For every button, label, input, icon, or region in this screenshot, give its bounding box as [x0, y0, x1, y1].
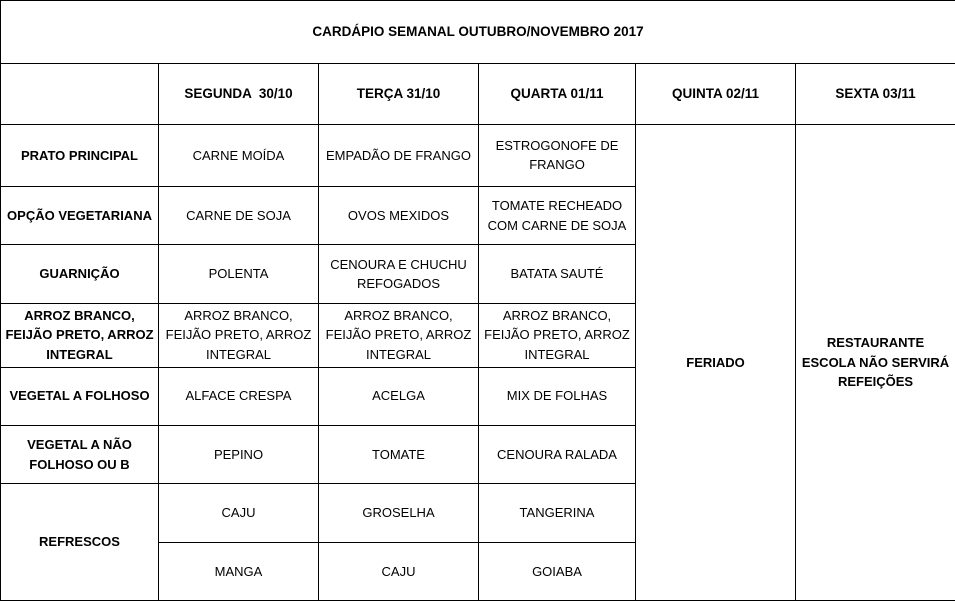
header-quarta: QUARTA 01/11 [479, 64, 636, 124]
menu-cell: ARROZ BRANCO, FEIJÃO PRETO, ARROZ INTEGRAL [319, 303, 479, 367]
menu-cell: GOIABA [479, 542, 636, 600]
row-label-arroz-feijao: ARROZ BRANCO, FEIJÃO PRETO, ARROZ INTEGRAL [1, 303, 159, 367]
row-label-refrescos: REFRESCOS [1, 484, 159, 601]
row-label-vegetal-folhoso: VEGETAL A FOLHOSO [1, 367, 159, 425]
menu-cell: GROSELHA [319, 484, 479, 542]
header-segunda: SEGUNDA 30/10 [159, 64, 319, 124]
row-label-opcao-vegetariana: OPÇÃO VEGETARIANA [1, 187, 159, 245]
menu-cell: CARNE MOÍDA [159, 124, 319, 186]
menu-cell: ARROZ BRANCO, FEIJÃO PRETO, ARROZ INTEGRAL [479, 303, 636, 367]
row-label-guarnicao: GUARNIÇÃO [1, 245, 159, 303]
sexta-closed-note: RESTAURANTE ESCOLA NÃO SERVIRÁ REFEIÇÕES [796, 124, 955, 600]
menu-cell: BATATA SAUTÉ [479, 245, 636, 303]
header-terca: TERÇA 31/10 [319, 64, 479, 124]
menu-cell: CAJU [319, 542, 479, 600]
row-label-vegetal-nao-folhoso: VEGETAL A NÃO FOLHOSO OU B [1, 425, 159, 483]
menu-cell: CENOURA E CHUCHU REFOGADOS [319, 245, 479, 303]
menu-cell: CAJU [159, 484, 319, 542]
menu-cell: TOMATE [319, 425, 479, 483]
header-corner-cell [1, 64, 159, 124]
menu-cell: ARROZ BRANCO, FEIJÃO PRETO, ARROZ INTEGRAL [159, 303, 319, 367]
menu-cell: TOMATE RECHEADO COM CARNE DE SOJA [479, 187, 636, 245]
menu-cell: CENOURA RALADA [479, 425, 636, 483]
header-sexta: SEXTA 03/11 [796, 64, 955, 124]
menu-cell: ALFACE CRESPA [159, 367, 319, 425]
menu-cell: MANGA [159, 542, 319, 600]
menu-cell: CARNE DE SOJA [159, 187, 319, 245]
quinta-holiday-note: FERIADO [636, 124, 796, 600]
menu-cell: TANGERINA [479, 484, 636, 542]
menu-cell: ACELGA [319, 367, 479, 425]
menu-cell: POLENTA [159, 245, 319, 303]
page-title: CARDÁPIO SEMANAL OUTUBRO/NOVEMBRO 2017 [1, 1, 955, 64]
menu-cell: PEPINO [159, 425, 319, 483]
header-quinta: QUINTA 02/11 [636, 64, 796, 124]
menu-cell: MIX DE FOLHAS [479, 367, 636, 425]
menu-cell: ESTROGONOFE DE FRANGO [479, 124, 636, 186]
menu-cell: OVOS MEXIDOS [319, 187, 479, 245]
row-label-prato-principal: PRATO PRINCIPAL [1, 124, 159, 186]
menu-cell: EMPADÃO DE FRANGO [319, 124, 479, 186]
